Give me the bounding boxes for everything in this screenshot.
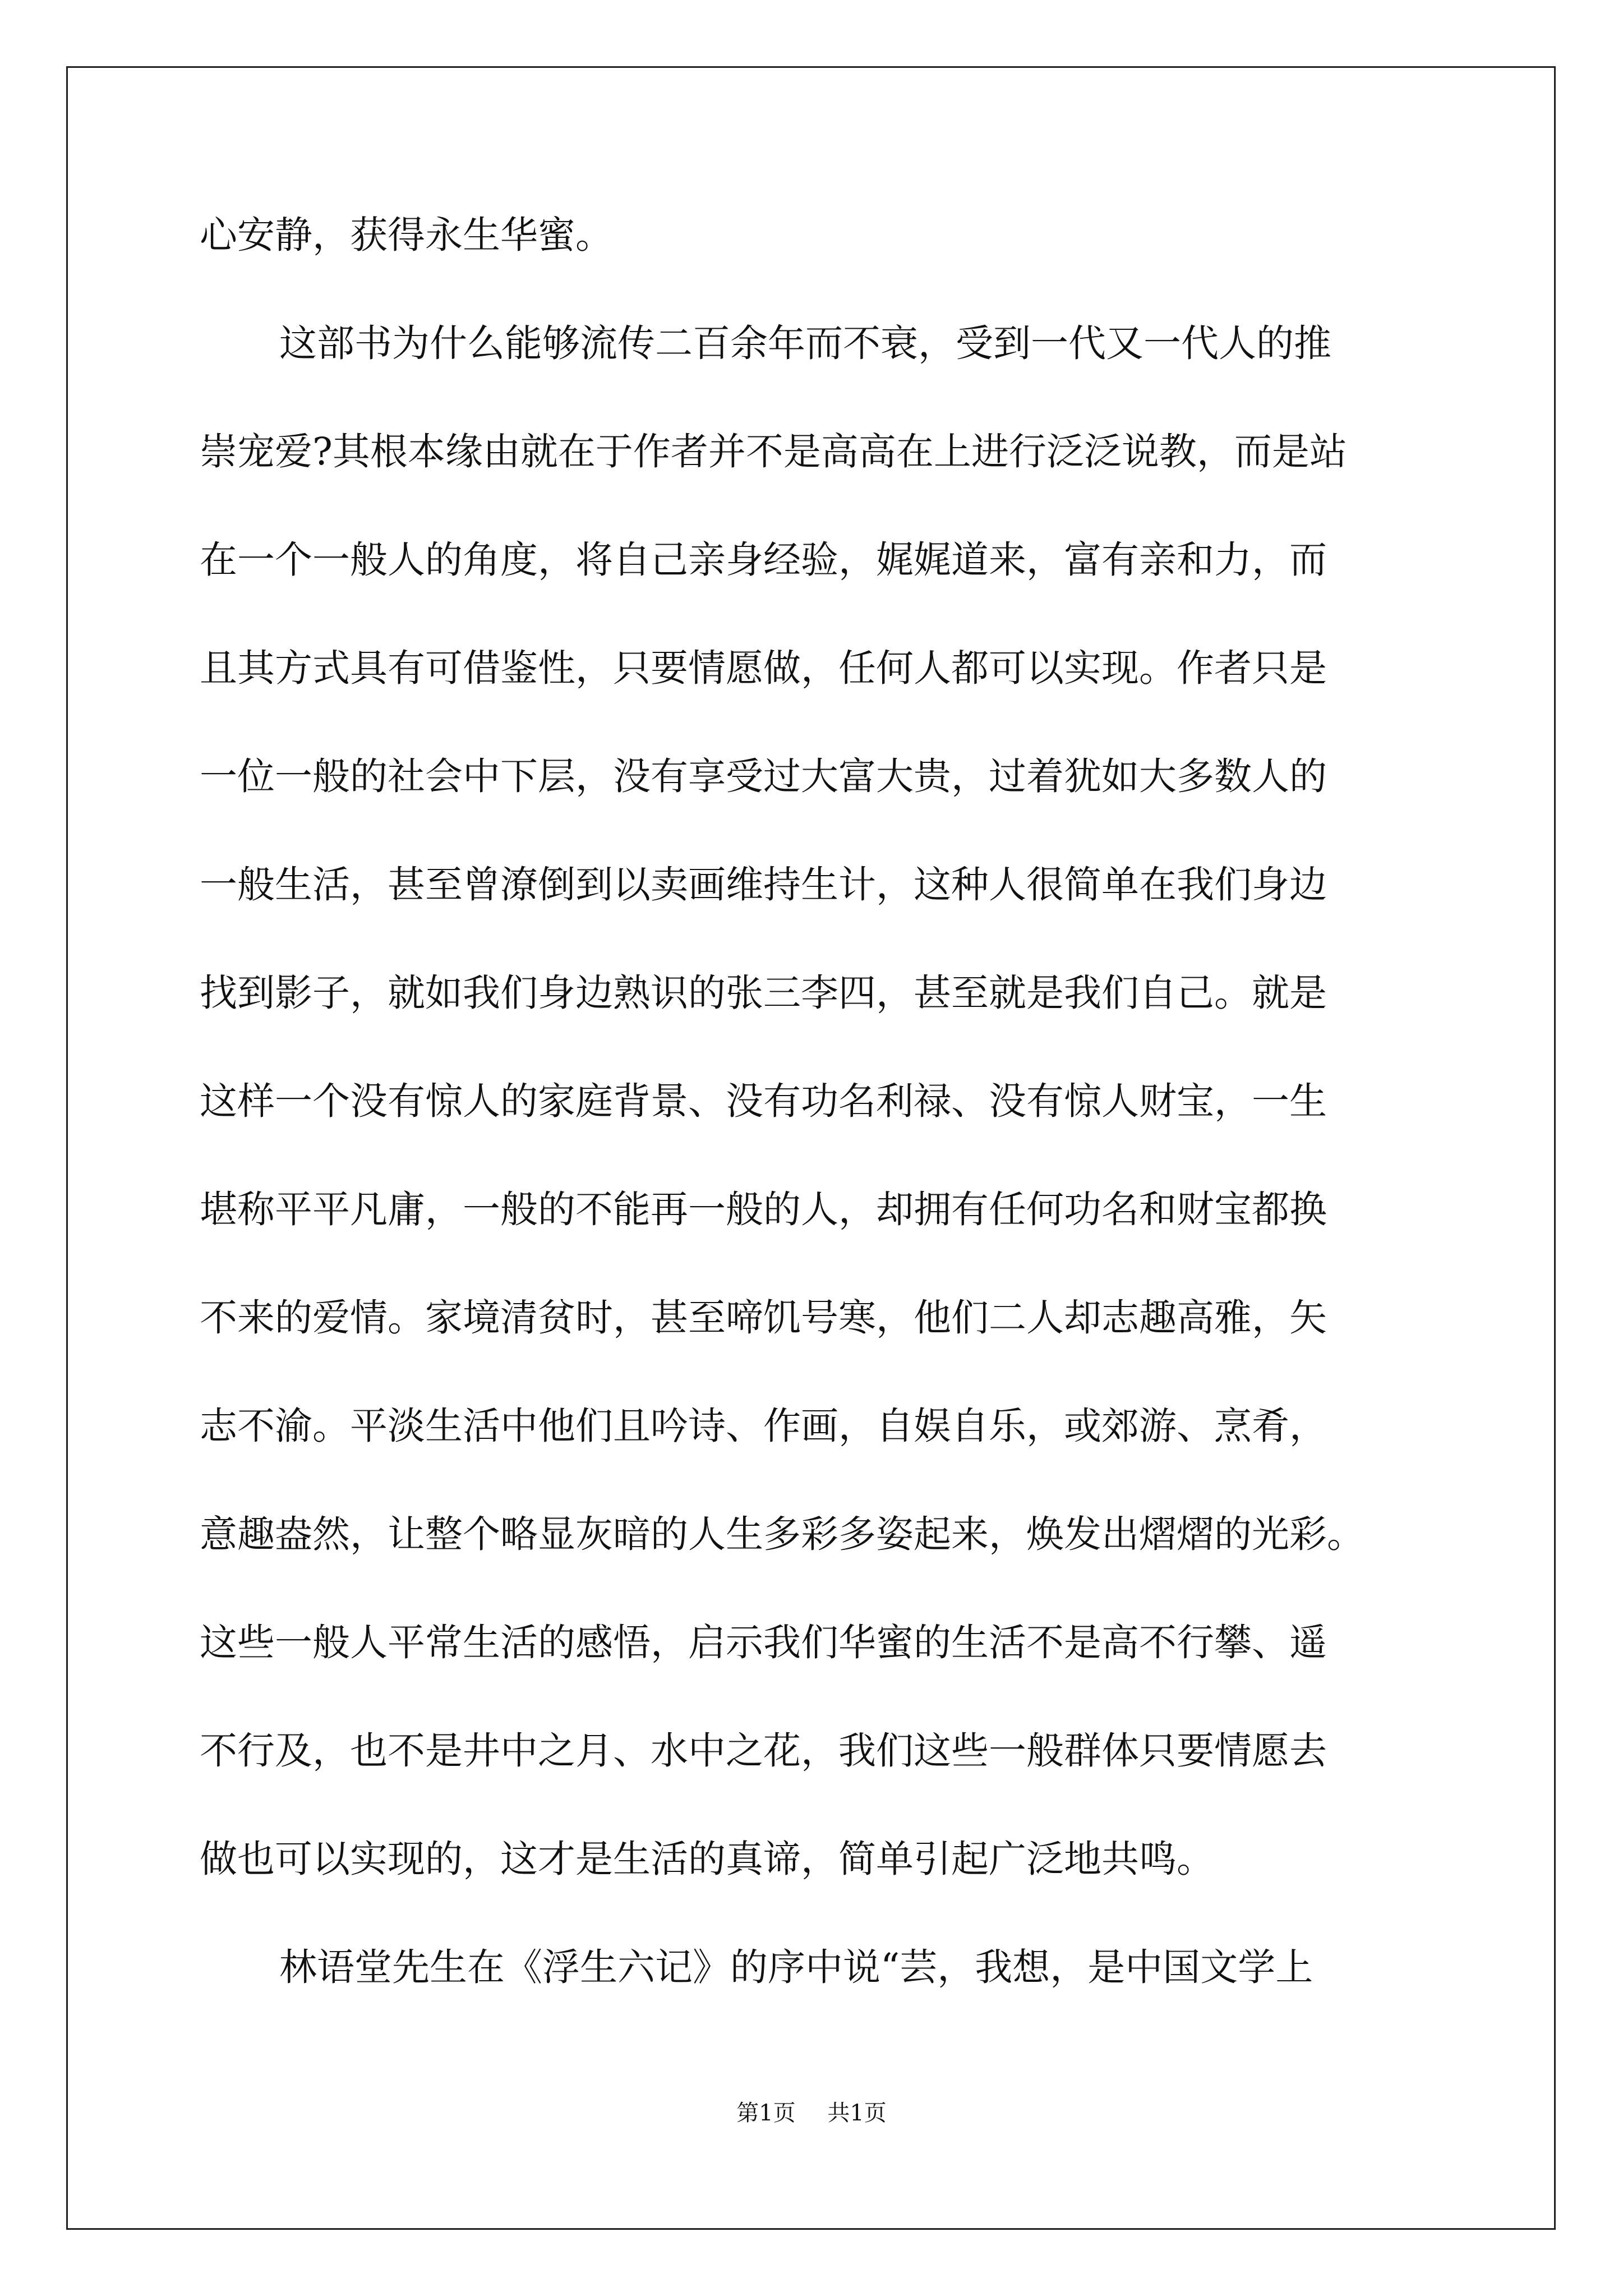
text-line: 堪称平平凡庸，一般的不能再一般的人，却拥有任何功名和财宝都换 bbox=[200, 1188, 1327, 1231]
text-line: 且其方式具有可借鉴性，只要情愿做，任何人都可以实现。作者只是 bbox=[200, 646, 1327, 690]
text-line: 这样一个没有惊人的家庭背景、没有功名利禄、没有惊人财宝，一生 bbox=[200, 1079, 1327, 1123]
text-line: 一位一般的社会中下层，没有享受过大富大贵，过着犹如大多数人的 bbox=[200, 754, 1327, 798]
text-line: 做也可以实现的，这才是生活的真谛，简单引起广泛地共鸣。 bbox=[200, 1837, 1214, 1881]
text-line: 不行及，也不是井中之月、水中之花，我们这些一般群体只要情愿去 bbox=[200, 1729, 1327, 1773]
page-total: 共1页 bbox=[827, 2100, 887, 2126]
text-line: 这些一般人平常生活的感悟，启示我们华蜜的生活不是高不行攀、遥 bbox=[200, 1621, 1327, 1664]
document-body bbox=[200, 213, 1467, 2059]
text-line: 意趣盎然，让整个略显灰暗的人生多彩多姿起来，焕发出熠熠的光彩。 bbox=[200, 1512, 1364, 1556]
page-footer bbox=[0, 2100, 1623, 2127]
page-number: 第1页 bbox=[736, 2100, 796, 2126]
text-line: 志不渝。平淡生活中他们且吟诗、作画，自娱自乐，或郊游、烹肴， bbox=[200, 1404, 1327, 1448]
text-line: 一般生活，甚至曾潦倒到以卖画维持生计，这种人很简单在我们身边 bbox=[200, 863, 1327, 907]
text-line: 崇宠爱?其根本缘由就在于作者并不是高高在上进行泛泛说教，而是站 bbox=[200, 430, 1347, 473]
text-line: 这部书为什么能够流传二百余年而不衰，受到一代又一代人的推 bbox=[279, 321, 1331, 365]
text-line: 在一个一般人的角度，将自己亲身经验，娓娓道来，富有亲和力，而 bbox=[200, 538, 1327, 582]
text-line: 不来的爱情。家境清贫时，甚至啼饥号寒，他们二人却志趣高雅，矢 bbox=[200, 1296, 1327, 1340]
text-line: 林语堂先生在《浮生六记》的序中说“芸，我想，是中国文学上 bbox=[279, 1945, 1313, 1989]
text-line: 心安静，获得永生华蜜。 bbox=[200, 213, 613, 257]
text-line: 找到影子，就如我们身边熟识的张三李四，甚至就是我们自己。就是 bbox=[200, 971, 1327, 1015]
